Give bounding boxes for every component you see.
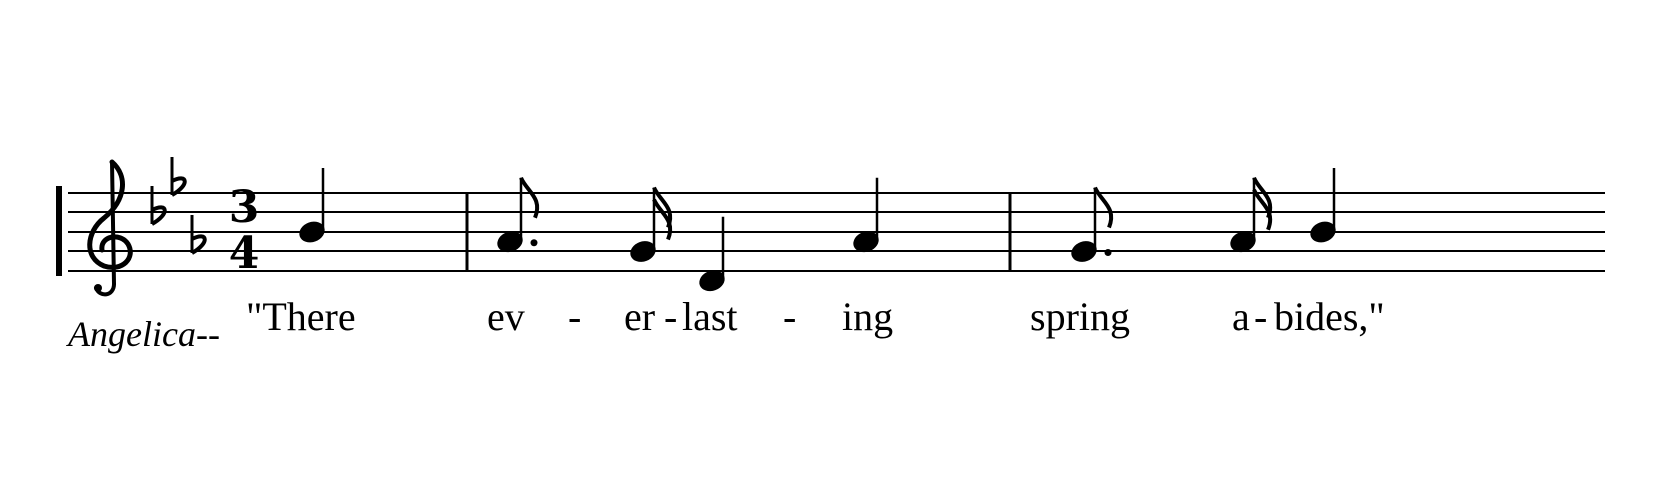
treble-clef-icon <box>90 162 131 294</box>
lyrics-line <box>246 294 1385 339</box>
lyric-hyphen: - <box>1254 294 1268 339</box>
lyric-syllable: ev <box>487 294 525 339</box>
lyric-hyphen: - <box>568 294 582 339</box>
time-signature-denominator: 4 <box>228 228 260 279</box>
lyric-syllable: ing <box>842 294 894 339</box>
system-start-bar <box>56 186 62 276</box>
flat-icon <box>172 157 185 195</box>
note-dotted-eighth <box>1068 188 1111 266</box>
note-sixteenth <box>627 188 670 266</box>
flat-icon <box>192 215 205 253</box>
note-quarter <box>1307 168 1338 246</box>
augmentation-dot <box>1105 249 1112 256</box>
note-sixteenth <box>1227 178 1270 256</box>
lyric-syllable: "There <box>246 294 356 339</box>
note-dotted-eighth <box>494 178 537 256</box>
note-quarter <box>296 168 327 246</box>
augmentation-dot <box>531 239 538 246</box>
lyric-syllable: last <box>682 294 738 339</box>
flat-icon <box>152 186 165 224</box>
time-signature-numerator: 3 <box>228 182 260 233</box>
note-quarter <box>696 217 727 295</box>
speaker-label: Angelica-- <box>68 314 220 354</box>
lyric-hyphen: - <box>783 294 797 339</box>
key-signature <box>152 157 205 253</box>
lyric-hyphen: - <box>664 294 678 339</box>
note-quarter <box>850 178 881 256</box>
lyric-syllable: a <box>1232 294 1250 339</box>
staff <box>68 193 1605 271</box>
lyric-syllable: bides," <box>1274 294 1385 339</box>
lyric-syllable: spring <box>1030 294 1130 339</box>
lyric-syllable: er <box>624 294 656 339</box>
